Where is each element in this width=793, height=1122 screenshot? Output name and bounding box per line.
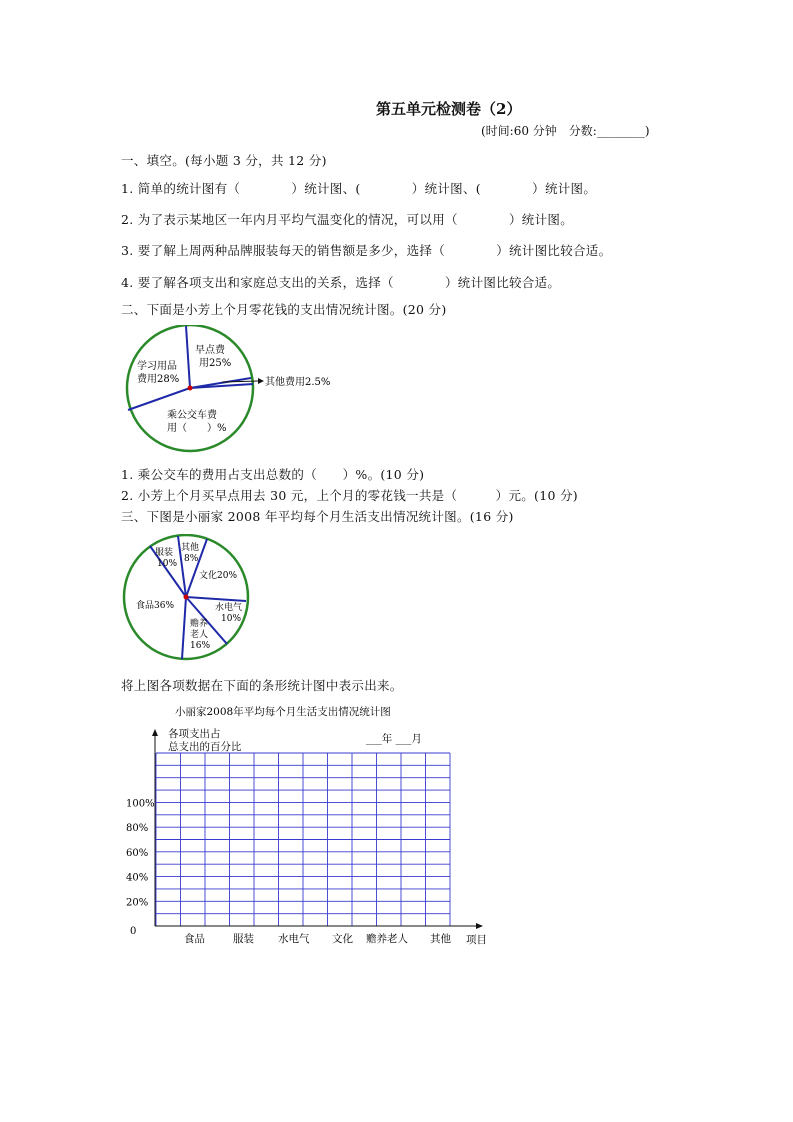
pie-chart-xiaoli <box>120 534 260 662</box>
label-clothing-1: 服装 <box>155 548 174 558</box>
section2-heading: 二、下面是小芳上个月零花钱的支出情况统计图。(20 分) <box>121 302 447 317</box>
pie-divider-4 <box>186 597 246 601</box>
section2-question-1: 1. 乘公交车的费用占支出总数的（ ）%。(10 分) <box>121 467 425 482</box>
label-study-1: 学习用品 <box>137 361 177 372</box>
y-tick-label: 20% <box>126 897 149 909</box>
grid-lines <box>156 753 450 926</box>
x-category-label: 赡养老人 <box>366 933 408 945</box>
y-tick-label: 0 <box>130 926 137 937</box>
section3-heading: 三、下图是小丽家 2008 年平均每个月生活支出情况统计图。(16 分) <box>121 509 514 524</box>
section1-question-3: 3. 要了解上周两种品牌服装每天的销售额是多少，选择（ ）统计图比较合适。 <box>121 243 612 258</box>
label-utilities-1: 水电气 <box>215 603 243 613</box>
section3-instruction: 将上图各项数据在下面的条形统计图中表示出来。 <box>121 678 403 693</box>
x-axis-categories <box>184 932 451 945</box>
section1-heading: 一、填空。(每小题 3 分，共 12 分) <box>121 153 327 168</box>
bar-chart-grid <box>120 700 500 955</box>
x-axis-arrow <box>476 923 483 929</box>
y-tick-label: 60% <box>126 847 149 859</box>
x-category-label: 水电气 <box>278 933 310 945</box>
section1-question-1: 1. 简单的统计图有（ ）统计图、( ）统计图、( ）统计图。 <box>121 181 597 196</box>
page-title: 第五单元检测卷（2） <box>376 100 522 118</box>
section1-question-2: 2. 为了表示某地区一年内月平均气温变化的情况，可以用（ ）统计图。 <box>121 212 574 227</box>
time-score-info: (时间:60 分钟 分数:________) <box>481 124 650 138</box>
section1-question-4: 4. 要了解各项支出和家庭总支出的关系，选择（ ）统计图比较合适。 <box>121 275 561 290</box>
x-category-label: 文化 <box>332 933 353 945</box>
y-tick-label: 40% <box>126 872 149 884</box>
date-blank: ___年 ___月 <box>366 733 422 745</box>
y-axis-ticks <box>126 798 155 937</box>
pie-center <box>184 595 189 600</box>
section2-question-2: 2. 小芳上个月买早点用去 30 元，上个月的零花钱一共是（ ）元。(10 分) <box>121 488 578 503</box>
pie-divider-top <box>186 326 190 388</box>
label-breakfast-1: 早点费 <box>195 345 225 356</box>
x-category-label: 服装 <box>233 933 254 945</box>
label-bus-1: 乘公交车费 <box>167 410 217 421</box>
label-study-2: 费用28% <box>137 374 180 385</box>
other-pointer-arrow <box>258 378 264 384</box>
y-tick-label: 100% <box>126 798 155 810</box>
label-bus-2: 用（ ）% <box>167 423 227 434</box>
y-axis-label-2: 总支出的百分比 <box>168 741 242 753</box>
label-other-2: 8% <box>184 554 199 564</box>
x-category-label: 其他 <box>430 933 451 945</box>
y-axis-arrow <box>152 729 158 736</box>
label-utilities-2: 10% <box>221 614 242 624</box>
pie-center <box>188 386 193 391</box>
label-elderly-2: 老人 <box>190 630 209 640</box>
x-category-label: 食品 <box>184 933 205 945</box>
label-other-expense: 其他费用2.5% <box>265 377 331 388</box>
pie-divider-left <box>128 388 190 410</box>
pie-chart-xiaofang <box>118 325 378 455</box>
label-culture: 文化20% <box>199 571 238 581</box>
bar-chart-title: 小丽家2008年平均每个月生活支出情况统计图 <box>175 706 391 718</box>
y-axis-label-1: 各项支出占 <box>168 728 221 740</box>
label-other-1: 其他 <box>181 543 200 553</box>
label-breakfast-2: 用25% <box>199 358 232 369</box>
label-elderly-3: 16% <box>190 641 211 651</box>
label-elderly-1: 赡养 <box>190 619 209 629</box>
y-tick-label: 80% <box>126 823 149 835</box>
x-axis-label: 项目 <box>466 934 487 946</box>
label-food: 食品36% <box>136 601 175 611</box>
pie-divider-6 <box>182 597 186 659</box>
label-clothing-2: 10% <box>157 559 178 569</box>
